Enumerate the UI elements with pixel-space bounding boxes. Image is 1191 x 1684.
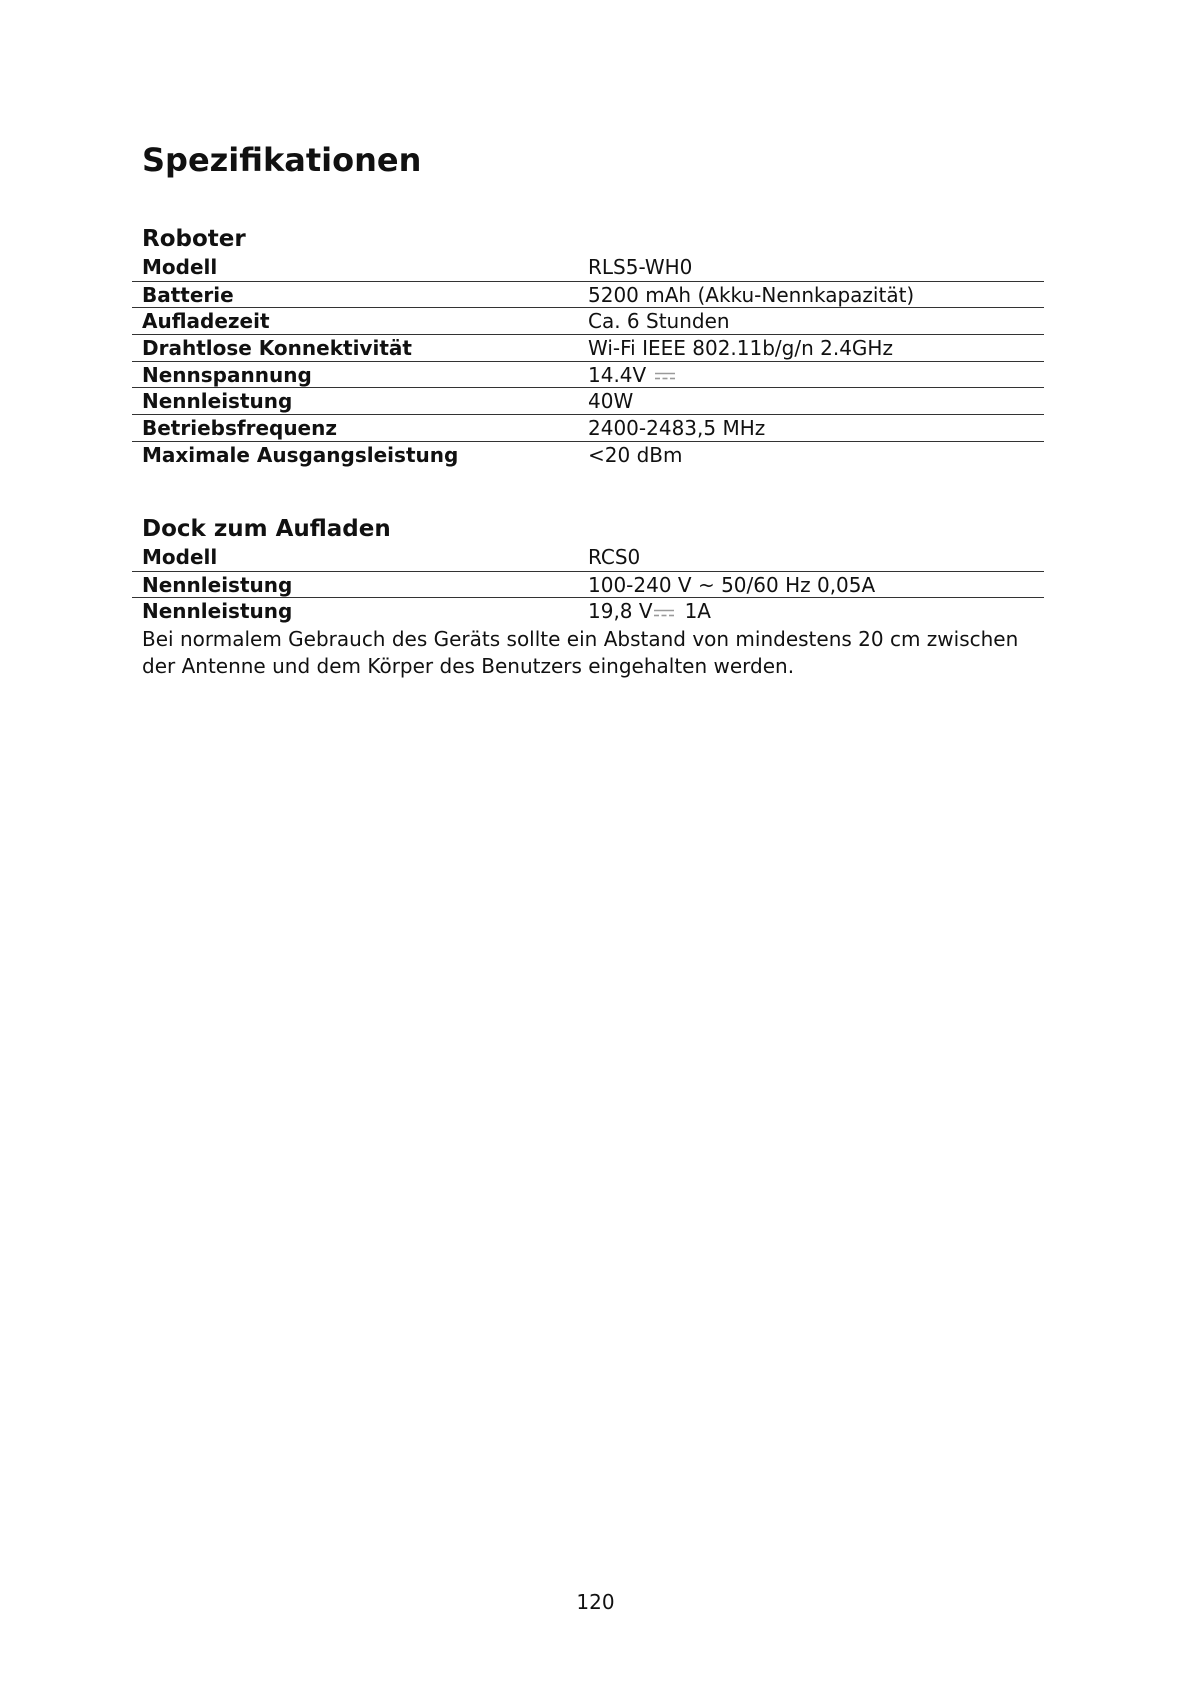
table-row [132,334,1044,361]
table-row [132,544,1044,571]
spec-label: Betriebsfrequenz [142,415,337,440]
table-row [132,387,1044,414]
dock-section-heading: Dock zum Aufladen [142,516,391,542]
spec-label: Modell [142,545,218,570]
table-row [132,254,1044,281]
page-title: Spezifikationen [142,141,422,179]
spec-label: Maximale Ausgangsleistung [142,442,459,467]
spec-value-with-icon [588,599,1044,623]
direct-current-icon [653,608,675,618]
table-row [132,597,1044,624]
dock-spec-section [132,514,1044,680]
spec-value: <20 dBm [588,442,683,467]
table-row [132,281,1044,308]
spec-label: Nennspannung [142,362,312,387]
spec-label: Drahtlose Konnektivität [142,335,412,360]
spec-value: Ca. 6 Stunden [588,309,730,334]
spec-value-suffix: 1A [684,599,711,624]
spec-label: Nennleistung [142,599,293,624]
spec-label: Aufladezeit [142,309,270,334]
page-number: 120 [576,1590,615,1614]
spec-value: RCS0 [588,545,641,570]
spec-value: 5200 mAh (Akku-Nennkapazität) [588,282,915,307]
spec-value-text: 14.4V [588,362,647,387]
spec-value: 100-240 V ~ 50/60 Hz 0,05A [588,572,876,597]
spec-label: Nennleistung [142,572,293,597]
spec-value: 2400-2483,5 MHz [588,415,766,440]
table-row [132,307,1044,334]
spec-value: Wi-Fi IEEE 802.11b/g/n 2.4GHz [588,335,893,360]
spec-value: RLS5-WH0 [588,255,693,280]
safety-note: Bei normalem Gebrauch des Geräts sollte ein Abstand von mindestens 20 cm zwischen der Antenne und dem Körper des Benutzers eingehalten werden. [142,627,1019,679]
spec-label: Modell [142,255,218,280]
table-row [132,441,1044,468]
robot-spec-section [132,224,1044,468]
table-row [132,571,1044,598]
table-row [132,414,1044,441]
direct-current-icon [654,371,676,381]
spec-value-with-icon [588,363,1044,387]
robot-spec-table [132,254,1044,468]
dock-spec-table [132,544,1044,624]
spec-label: Batterie [142,282,234,307]
robot-section-heading: Roboter [142,226,246,252]
spec-value: 40W [588,389,634,414]
spec-value-text: 19,8 V [588,599,653,624]
spec-label: Nennleistung [142,389,293,414]
table-row [132,361,1044,388]
